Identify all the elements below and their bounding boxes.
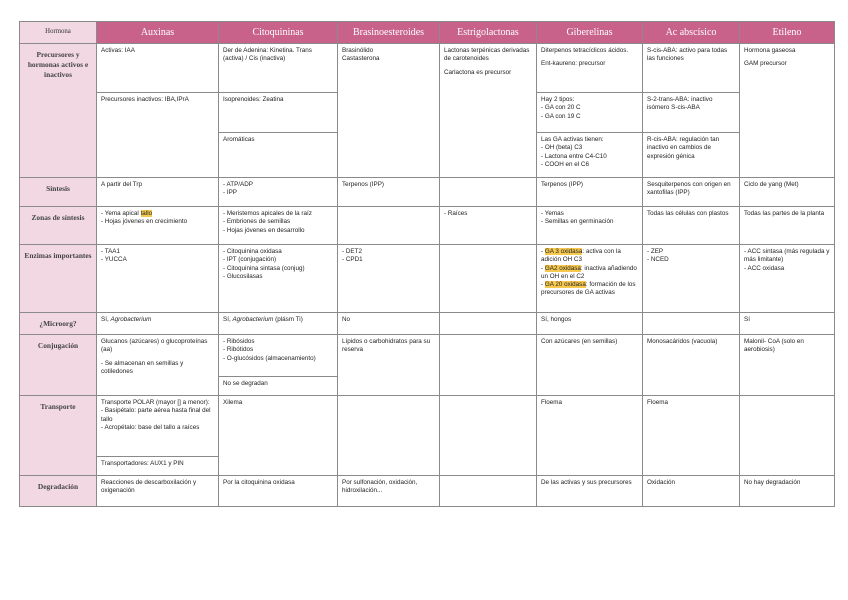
highlight: GA2 oxidasa bbox=[544, 264, 581, 272]
row-label-microorg: ¿Microorg? bbox=[20, 313, 97, 335]
cell-auxinas-degradacion: Reacciones de descarboxilación y oxigenación bbox=[97, 476, 219, 507]
cell-giberelinas-precursores-a: Diterpenos tetracíclicos ácidos. Ent-kaureno: precursor bbox=[537, 44, 643, 93]
cell-aba-microorg bbox=[643, 313, 740, 335]
header-citoquininas: Citoquininas bbox=[219, 22, 338, 44]
cell-brasino-transporte bbox=[338, 396, 440, 476]
table-row bbox=[20, 396, 835, 457]
header-hormona: Hormona bbox=[20, 22, 97, 44]
cell-citoquininas-enzimas: - Citoquinina oxidasa - IPT (conjugación) - Citoquinina sintasa (conjug) - Glucosilasas bbox=[219, 245, 338, 313]
cell-auxinas-transporte-a: Transporte POLAR (mayor [] a menor): - Basipétalo: parte aérea hasta final del tallo - Acropétalo: base del tallo a raíces bbox=[97, 396, 219, 457]
cell-etileno-microorg: Sí bbox=[740, 313, 835, 335]
row-label-enzimas: Enzimas importantes bbox=[20, 245, 97, 313]
cell-auxinas-transporte-b: Transportadores: AUX1 y PIN bbox=[97, 457, 219, 476]
cell-citoquininas-precursores-a: Der de Adenina: Kinetina. Trans (activa) / Cis (inactiva) bbox=[219, 44, 338, 93]
cell-auxinas-sintesis: A partir del Trp bbox=[97, 178, 219, 207]
row-label-sintesis: Síntesis bbox=[20, 178, 97, 207]
cell-citoquininas-zonas: - Meristemos apicales de la raíz - Embriones de semillas - Hojas jóvenes en desarrollo bbox=[219, 207, 338, 245]
cell-citoquininas-conjugacion-a: - Ribósidos - Ribótidos - O-glucósidos (almacenamiento) bbox=[219, 335, 338, 377]
cell-brasino-conjugacion: Lípidos o carbohidratos para su reserva bbox=[338, 335, 440, 396]
cell-giberelinas-conjugacion: Con azúcares (en semillas) bbox=[537, 335, 643, 396]
cell-etileno-precursores: Hormona gaseosa GAM precursor bbox=[740, 44, 835, 178]
cell-auxinas-zonas: - Yema apical tallo - Hojas jóvenes en crecimiento bbox=[97, 207, 219, 245]
cell-citoquininas-transporte: Xilema bbox=[219, 396, 338, 476]
cell-aba-precursores-b: S-2-trans-ABA: inactivo isómero S-cis-ABA bbox=[643, 93, 740, 133]
table-row bbox=[20, 313, 835, 335]
cell-auxinas-microorg: Sí, Agrobacterium bbox=[97, 313, 219, 335]
header-row bbox=[20, 22, 835, 44]
highlight: tallo bbox=[140, 210, 153, 217]
cell-estrigo-enzimas bbox=[440, 245, 537, 313]
cell-citoquininas-degradacion: Por la citoquinina oxidasa bbox=[219, 476, 338, 507]
cell-aba-sintesis: Sesquiterpenos con origen en xantofilas (IPP) bbox=[643, 178, 740, 207]
cell-estrigo-conjugacion bbox=[440, 335, 537, 396]
cell-brasino-microorg: No bbox=[338, 313, 440, 335]
cell-aba-conjugacion: Monosacáridos (vacuola) bbox=[643, 335, 740, 396]
cell-auxinas-enzimas: - TAA1 - YUCCA bbox=[97, 245, 219, 313]
cell-citoquininas-precursores-b: Isoprenoides: Zeatina bbox=[219, 93, 338, 133]
cell-etileno-transporte bbox=[740, 396, 835, 476]
cell-brasino-degradacion: Por sulfonación, oxidación, hidroxilación... bbox=[338, 476, 440, 507]
cell-brasino-zonas bbox=[338, 207, 440, 245]
cell-giberelinas-transporte: Floema bbox=[537, 396, 643, 476]
cell-etileno-enzimas: - ACC sintasa (más regulada y más limitante) - ACC oxidasa bbox=[740, 245, 835, 313]
cell-aba-enzimas: - ZEP - NCED bbox=[643, 245, 740, 313]
cell-estrigo-precursores: Lactonas terpénicas derivadas de carotenoides Carlactona es precursor bbox=[440, 44, 537, 178]
cell-auxinas-conjugacion: Glucanos (azúcares) o glucoproteínas (aa) - Se almacenan en semillas y cotiledones bbox=[97, 335, 219, 396]
hormone-comparison-table bbox=[19, 21, 835, 507]
cell-giberelinas-precursores-c: Las GA activas tienen: - OH (beta) C3 - Lactona entre C4-C10 - COOH en el C6 bbox=[537, 133, 643, 178]
cell-auxinas-precursores-b: Precursores inactivos: IBA,IPrA bbox=[97, 93, 219, 178]
table-row bbox=[20, 245, 835, 313]
cell-giberelinas-enzimas: - GA 3 oxidasa: activa con la adición OH C3 - GA2 oxidasa: inactiva añadiendo un OH en el C2 - GA 20 oxidasa: formación de los precursores de GA activas bbox=[537, 245, 643, 313]
header-ac-abscisico: Ac abscísico bbox=[643, 22, 740, 44]
cell-giberelinas-microorg: Sí, hongos bbox=[537, 313, 643, 335]
cell-aba-transporte: Floema bbox=[643, 396, 740, 476]
row-label-precursores: Precursores y hormonas activos e inactivos bbox=[20, 44, 97, 178]
table-row bbox=[20, 178, 835, 207]
cell-etileno-sintesis: Ciclo de yang (Met) bbox=[740, 178, 835, 207]
table-row bbox=[20, 476, 835, 507]
cell-giberelinas-zonas: - Yemas - Semillas en germinación bbox=[537, 207, 643, 245]
cell-etileno-conjugacion: Malonil- CoA (solo en aerobiosis) bbox=[740, 335, 835, 396]
cell-aba-degradacion: Oxidación bbox=[643, 476, 740, 507]
row-label-degradacion: Degradación bbox=[20, 476, 97, 507]
header-estrigolactonas: Estrigolactonas bbox=[440, 22, 537, 44]
cell-aba-precursores-c: R-cis-ABA: regulación tan inactivo en cambios de expresión génica bbox=[643, 133, 740, 178]
header-auxinas: Auxinas bbox=[97, 22, 219, 44]
table-row bbox=[20, 207, 835, 245]
cell-estrigo-degradacion bbox=[440, 476, 537, 507]
highlight: GA 3 oxidasa bbox=[544, 248, 583, 255]
cell-etileno-degradacion: No hay degradación bbox=[740, 476, 835, 507]
header-etileno: Etileno bbox=[740, 22, 835, 44]
cell-brasino-precursores: Brasinólido Castasterona bbox=[338, 44, 440, 178]
cell-citoquininas-microorg: Sí, Agrobacterium (plásm Ti) bbox=[219, 313, 338, 335]
row-label-transporte: Transporte bbox=[20, 396, 97, 476]
cell-citoquininas-sintesis: - ATP/ADP - IPP bbox=[219, 178, 338, 207]
table-row bbox=[20, 335, 835, 377]
cell-aba-zonas: Todas las células con plastos bbox=[643, 207, 740, 245]
row-label-conjugacion: Conjugación bbox=[20, 335, 97, 396]
highlight: GA 20 oxidasa bbox=[544, 281, 586, 289]
cell-giberelinas-sintesis: Terpenos (IPP) bbox=[537, 178, 643, 207]
header-giberelinas: Giberelinas bbox=[537, 22, 643, 44]
cell-brasino-enzimas: - DET2 - CPD1 bbox=[338, 245, 440, 313]
cell-citoquininas-precursores-c: Aromáticas bbox=[219, 133, 338, 178]
cell-brasino-sintesis: Terpenos (IPP) bbox=[338, 178, 440, 207]
cell-estrigo-sintesis bbox=[440, 178, 537, 207]
cell-aba-precursores-a: S-cis-ABA: activo para todas las funciones bbox=[643, 44, 740, 93]
cell-estrigo-zonas: - Raíces bbox=[440, 207, 537, 245]
cell-estrigo-microorg bbox=[440, 313, 537, 335]
cell-etileno-zonas: Todas las partes de la planta bbox=[740, 207, 835, 245]
header-brasinoesteroides: Brasinoesteroides bbox=[338, 22, 440, 44]
cell-giberelinas-precursores-b: Hay 2 tipos: - GA con 20 C - GA con 19 C bbox=[537, 93, 643, 133]
cell-giberelinas-degradacion: De las activas y sus precursores bbox=[537, 476, 643, 507]
table-row bbox=[20, 44, 835, 93]
cell-auxinas-precursores-a: Activas: IAA bbox=[97, 44, 219, 93]
row-label-zonas: Zonas de síntesis bbox=[20, 207, 97, 245]
cell-estrigo-transporte bbox=[440, 396, 537, 476]
cell-citoquininas-conjugacion-b: No se degradan bbox=[219, 377, 338, 396]
